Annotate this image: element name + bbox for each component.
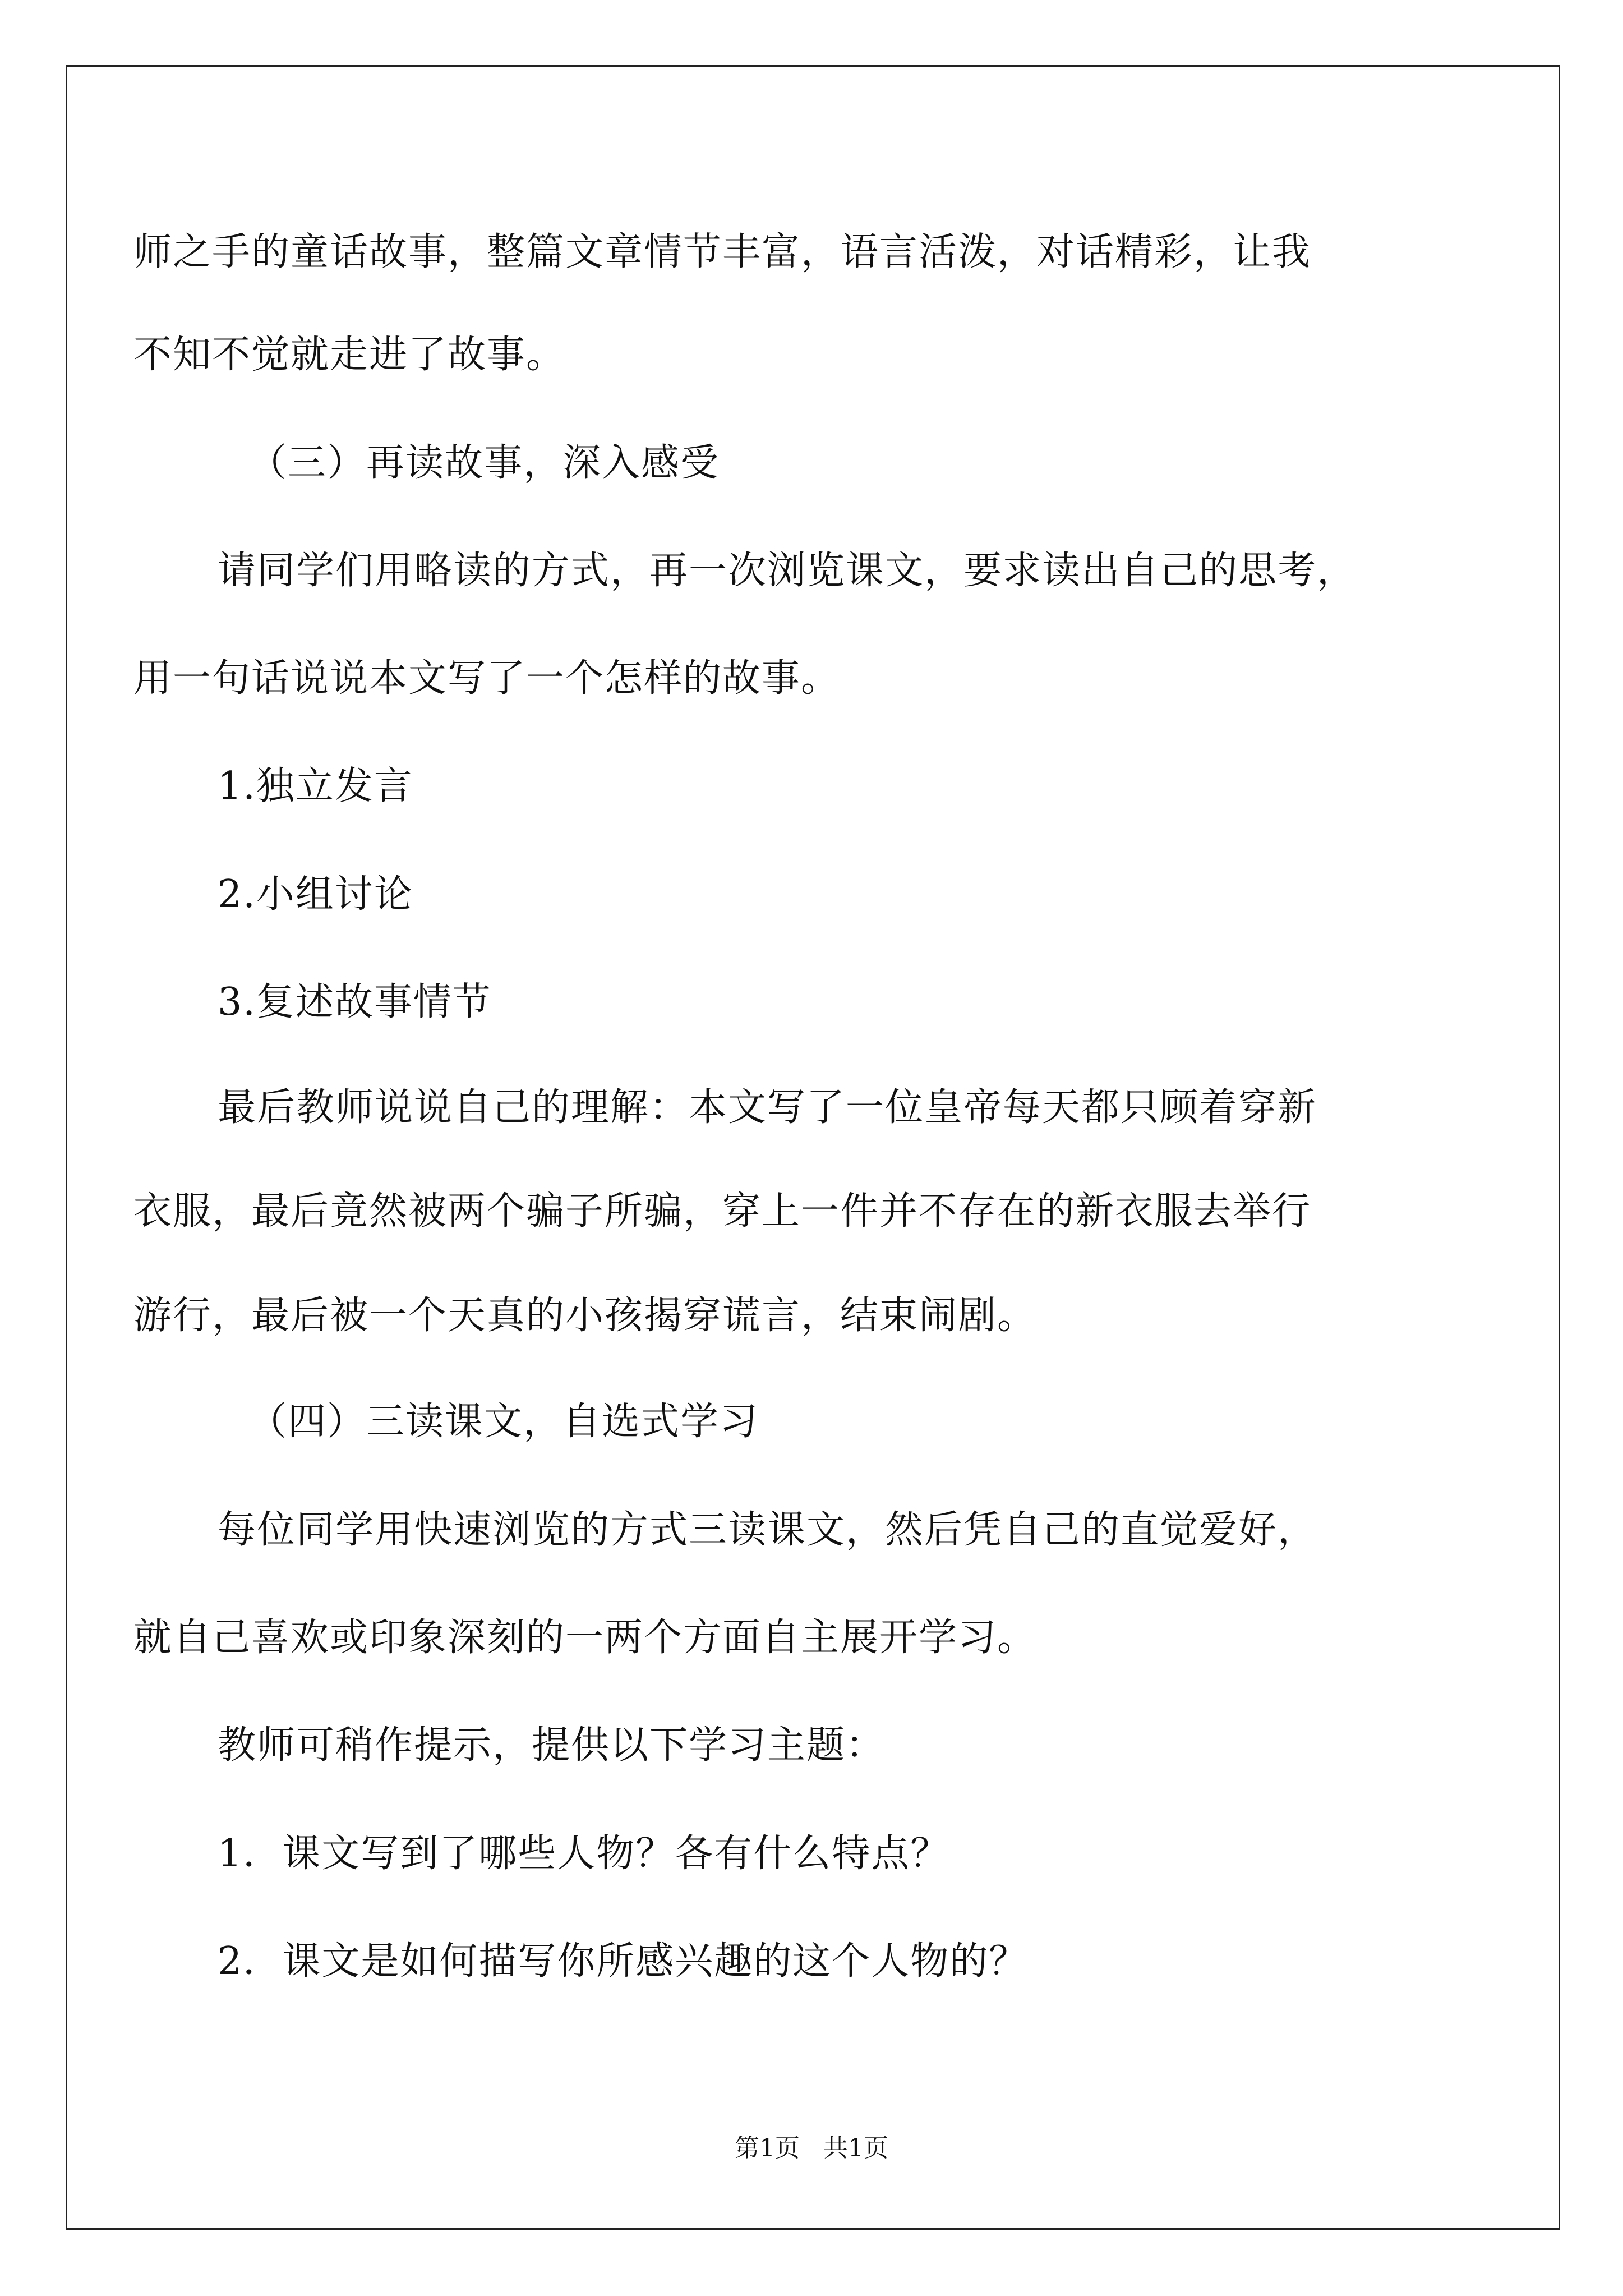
paragraph-line: 师之手的童话故事，整篇文章情节丰富，语言活泼，对话精彩，让我 xyxy=(133,230,1312,274)
section-heading: （三）再读故事，深入感受 xyxy=(248,441,720,485)
paragraph-line: 每位同学用快速浏览的方式三读课文，然后凭自己的直觉爱好， xyxy=(218,1508,1317,1552)
list-item: 3.复述故事情节 xyxy=(218,980,492,1024)
paragraph-line: 就自己喜欢或印象深刻的一两个方面自主展开学习。 xyxy=(133,1616,1037,1660)
paragraph-line: 用一句话说说本文写了一个怎样的故事。 xyxy=(133,656,841,701)
list-item: 1.独立发言 xyxy=(218,764,413,808)
paragraph-line: 不知不觉就走进了故事。 xyxy=(133,333,566,377)
paragraph-line: 最后教师说说自己的理解：本文写了一位皇帝每天都只顾着穿新 xyxy=(218,1085,1317,1130)
page-border xyxy=(66,65,1560,2230)
section-heading: （四）三读课文，自选式学习 xyxy=(248,1400,759,1444)
page-number-total: 共1页 xyxy=(823,2134,888,2162)
paragraph-line: 请同学们用略读的方式，再一次浏览课文，要求读出自己的思考， xyxy=(218,549,1357,593)
page-number-current: 第1页 xyxy=(735,2134,800,2162)
list-item: 1．课文写到了哪些人物？各有什么特点？ xyxy=(218,1832,950,1876)
paragraph-line: 游行，最后被一个天真的小孩揭穿谎言，结束闹剧。 xyxy=(133,1294,1037,1338)
paragraph-line: 衣服，最后竟然被两个骗子所骗，穿上一件并不存在的新衣服去举行 xyxy=(133,1189,1312,1234)
list-item: 2.小组讨论 xyxy=(218,872,413,917)
page-footer xyxy=(0,2132,1623,2165)
list-item: 2．课文是如何描写你所感兴趣的这个人物的？ xyxy=(218,1939,1029,1984)
paragraph-line: 教师可稍作提示，提供以下学习主题： xyxy=(218,1723,886,1768)
